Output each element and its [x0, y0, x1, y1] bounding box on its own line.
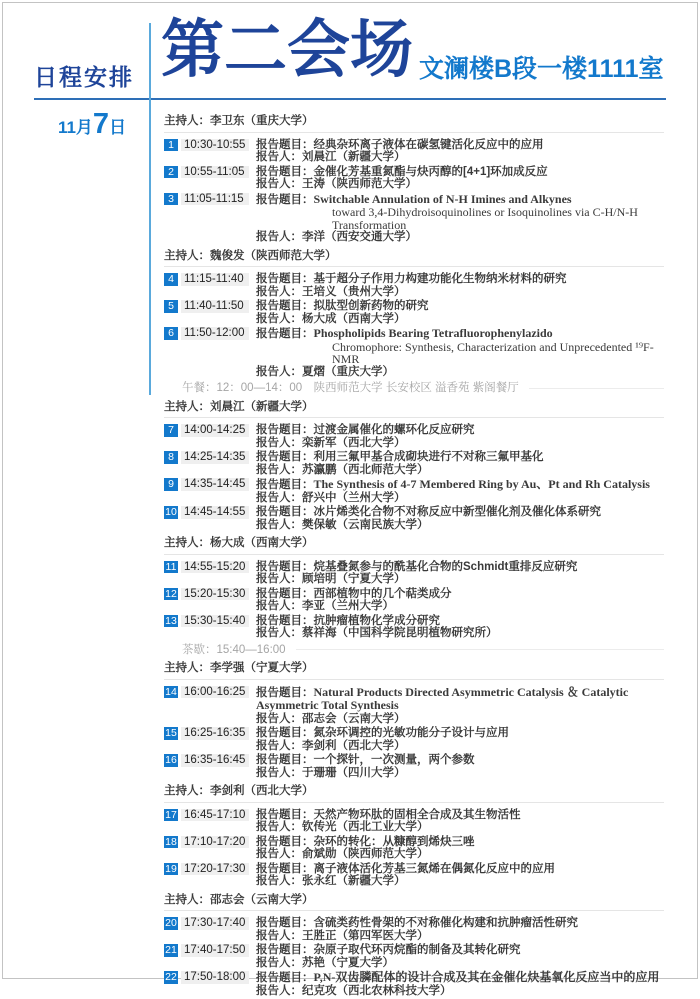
speaker-label: 报告人：: [256, 178, 302, 190]
speaker-text: 邵志会（云南大学）: [302, 712, 406, 725]
speaker-text: 李剑利（西北大学）: [302, 739, 406, 752]
item-time: 16:45-17:10: [181, 809, 249, 822]
item-time: 15:30-15:40: [181, 615, 249, 628]
speaker-text: 苏艳（宁夏大学）: [302, 956, 394, 969]
item-number-badge: 1: [164, 139, 178, 152]
schedule-list: [164, 109, 664, 999]
schedule-item: [164, 193, 664, 244]
speaker-label: 报告人：: [256, 766, 302, 779]
schedule-item: [164, 727, 664, 752]
item-detail: [256, 944, 664, 969]
title-label: 报告题目：: [256, 944, 314, 956]
schedule-item: [164, 424, 664, 449]
item-time: 14:45-14:55: [181, 506, 249, 519]
date-day: 7: [92, 108, 110, 140]
item-speaker: [256, 821, 664, 834]
item-detail: [256, 917, 664, 942]
title-label: 报告题目：: [256, 808, 314, 821]
item-speaker: [256, 492, 664, 505]
title-label: 报告题目：: [256, 273, 314, 285]
speaker-label: 报告人：: [256, 627, 302, 639]
speaker-text: 俞斌勋（陕西师范大学）: [302, 848, 429, 860]
item-detail: [256, 686, 664, 726]
vertical-rule: [149, 23, 151, 395]
chair-label: 主持人：: [164, 537, 210, 549]
schedule-section: [164, 537, 664, 656]
title-text: Natural Products Directed Asymmetric Catalysis ＆ Catalytic Asymmetric Total Synthesis: [256, 684, 629, 712]
title-text: 经典杂环离子液体在碳氢键活化反应中的应用: [313, 138, 544, 151]
title-label: 报告题目：: [256, 972, 314, 984]
item-time: 14:35-14:45: [181, 478, 249, 491]
speaker-text: 苏瀛鹏（西北师范大学）: [302, 463, 429, 476]
item-title: [256, 139, 664, 152]
chair-name: 李剑利（西北大学）: [210, 785, 314, 797]
title-label: 报告题目：: [256, 165, 314, 178]
item-time: 14:25-14:35: [181, 451, 249, 464]
item-speaker: [256, 573, 664, 586]
title-label: 报告题目：: [256, 424, 314, 436]
speaker-text: 李亚（兰州大学）: [302, 600, 394, 612]
item-time: 16:25-16:35: [181, 727, 249, 740]
title-text: 抗肿瘤植物化学成分研究: [313, 614, 440, 627]
header: [161, 3, 664, 97]
schedule-item: [164, 561, 664, 586]
break-row: [164, 644, 664, 657]
venue-title: 第二会场: [161, 15, 413, 85]
schedule-item: [164, 863, 664, 888]
sidebar-title: 日程安排: [34, 64, 134, 90]
item-speaker: [256, 464, 664, 477]
title-label: 报告题目：: [256, 614, 314, 627]
item-number-badge: 8: [164, 451, 178, 464]
chair-name: 杨大成（西南大学）: [210, 537, 314, 549]
item-number-badge: 22: [165, 971, 177, 983]
item-speaker: [256, 519, 664, 532]
item-number-badge: 21: [165, 944, 177, 956]
item-time: 17:10-17:20: [181, 836, 249, 849]
schedule-item: [164, 836, 664, 861]
item-time: 16:35-16:45: [181, 754, 249, 767]
item-title: [256, 561, 664, 574]
schedule-item: [164, 327, 664, 378]
title-text: 冰片烯类化合物不对称反应中新型催化剂及催化体系研究: [313, 506, 601, 518]
item-detail: [256, 727, 664, 752]
title-text: 拟肽型创新药物的研究: [313, 300, 429, 312]
item-speaker: [256, 930, 664, 943]
item-speaker: [256, 366, 664, 379]
speaker-text: 李洋（西安交通大学）: [302, 231, 417, 243]
speaker-label: 报告人：: [256, 956, 302, 969]
item-title-continued: Chromophore: Synthesis, Characterization and Unprecedented ¹⁹F-NMR: [332, 339, 654, 366]
chair-row: [164, 401, 664, 419]
schedule-item: [164, 166, 664, 191]
title-text: The Synthesis of 4-7 Membered Ring by Au、Pt and Rh Catalysis: [313, 477, 650, 491]
item-title: [256, 686, 664, 713]
chair-row: [164, 115, 664, 133]
speaker-label: 报告人：: [256, 436, 302, 449]
item-speaker: [256, 437, 664, 450]
schedule-item: [164, 686, 664, 726]
chair-name: 刘晨江（新疆大学）: [210, 400, 314, 413]
title-text: 过渡金属催化的螺环化反应研究: [313, 424, 475, 436]
item-title: [256, 478, 664, 492]
title-label: 报告题目：: [256, 917, 314, 929]
schedule-item: [164, 809, 664, 834]
item-title: [256, 727, 664, 740]
item-speaker: [256, 231, 664, 244]
item-title: [256, 836, 664, 849]
schedule-item: [164, 451, 664, 476]
item-speaker: [256, 848, 664, 861]
item-time: 17:40-17:50: [181, 944, 249, 957]
speaker-text: 顾培明（宁夏大学）: [302, 573, 406, 585]
item-title: [256, 424, 664, 437]
item-time: 11:05-11:15: [181, 193, 249, 206]
speaker-label: 报告人：: [256, 285, 302, 298]
speaker-label: 报告人：: [256, 600, 302, 612]
item-time: 15:20-15:30: [181, 588, 249, 601]
speaker-label: 报告人：: [256, 365, 302, 378]
title-label: 报告题目：: [256, 862, 314, 875]
item-detail: [256, 506, 664, 531]
speaker-text: 杨大成（西南大学）: [302, 312, 406, 325]
title-text: 金催化芳基重氮酯与炔丙醇的[4+1]环加成反应: [313, 165, 548, 178]
item-speaker: [256, 627, 664, 640]
item-time: 11:40-11:50: [181, 300, 249, 313]
item-title: [256, 327, 664, 341]
item-number-badge: 15: [165, 727, 177, 739]
title-text: 利用三氟甲基合成砌块进行不对称三氟甲基化: [313, 451, 544, 463]
schedule-section: [164, 785, 664, 888]
date-unit: 日: [109, 118, 127, 137]
chair-name: 魏俊发（陕西师范大学）: [210, 249, 337, 262]
title-label: 报告题目：: [256, 451, 314, 463]
item-title: [256, 451, 664, 464]
item-title: [256, 809, 664, 822]
schedule-item: [164, 615, 664, 640]
item-speaker: [256, 600, 664, 613]
item-title: [256, 166, 664, 179]
item-number-badge: 20: [165, 917, 177, 929]
item-title: [256, 273, 664, 286]
item-number-badge: 4: [164, 273, 178, 286]
schedule-item: [164, 944, 664, 969]
title-text: Phospholipids Bearing Tetrafluorophenylazido: [313, 326, 553, 340]
item-speaker: [256, 740, 664, 753]
item-number-badge: 18: [165, 835, 177, 848]
speaker-text: 纪克攻（西北农林科技大学）: [302, 984, 452, 997]
section-items: [164, 917, 664, 997]
item-speaker: [256, 151, 664, 164]
schedule-item: [164, 588, 664, 613]
title-text: Switchable Annulation of N-H Imines and Alkynes: [313, 191, 572, 206]
title-text: 基于超分子作用力构建功能化生物纳米材料的研究: [313, 273, 567, 285]
chair-row: [164, 250, 664, 268]
title-label: 报告题目：: [256, 560, 314, 573]
item-number-badge: 13: [165, 614, 177, 627]
speaker-text: 蔡祥海（中国科学院昆明植物研究所）: [302, 627, 498, 639]
date-month: 11月: [57, 118, 93, 137]
item-speaker: [256, 957, 664, 970]
chair-label: 主持人：: [164, 115, 210, 127]
item-title: [256, 506, 664, 519]
item-number-badge: 6: [164, 327, 178, 340]
header-rule: [34, 98, 666, 100]
speaker-text: 刘晨江（新疆大学）: [302, 151, 406, 163]
item-time: 17:20-17:30: [181, 863, 249, 876]
schedule-page: [2, 2, 698, 997]
chair-row: [164, 785, 664, 803]
item-time: 17:30-17:40: [181, 917, 249, 930]
item-time: 14:00-14:25: [181, 424, 249, 437]
speaker-label: 报告人：: [256, 151, 302, 163]
schedule-section: [164, 115, 664, 244]
title-text: 杂环的转化：从糠醇到烯炔三唑: [313, 835, 475, 848]
venue-location: 文澜楼B段一楼1111室: [419, 55, 664, 83]
item-detail: [256, 166, 664, 191]
item-detail: [256, 478, 664, 504]
speaker-label: 报告人：: [256, 491, 302, 504]
section-items: [164, 809, 664, 888]
title-label: 报告题目：: [256, 328, 314, 340]
speaker-text: 王胜正（第四军医大学）: [302, 929, 429, 942]
schedule-section: [164, 894, 664, 998]
schedule-item: [164, 478, 664, 504]
speaker-label: 报告人：: [256, 739, 302, 752]
item-number-badge: 9: [164, 478, 178, 491]
title-text: 含硫类药性骨架的不对称催化构建和抗肿瘤活性研究: [313, 917, 578, 929]
schedule-item: [164, 139, 664, 164]
item-number-badge: 5: [164, 300, 178, 313]
speaker-label: 报告人：: [256, 231, 302, 243]
item-detail: [256, 561, 664, 586]
item-time: 17:50-18:00: [181, 971, 249, 984]
item-detail: [256, 300, 664, 325]
schedule-section: [164, 401, 664, 532]
title-text: 氮杂环调控的光敏功能分子设计与应用: [313, 727, 509, 739]
item-number-badge: 3: [164, 193, 178, 206]
item-number-badge: 10: [165, 506, 177, 518]
item-title-continued: toward 3,4-Dihydroisoquinolines or Isoquinolines via C-H/N-H Transformation: [332, 205, 638, 232]
item-detail: [256, 971, 664, 997]
item-number-badge: 19: [165, 862, 177, 875]
item-detail: [256, 139, 664, 164]
item-speaker: [256, 286, 664, 299]
item-time: 10:30-10:55: [181, 139, 249, 152]
item-speaker: [256, 178, 664, 191]
item-number-badge: 12: [165, 587, 177, 600]
item-detail: [256, 754, 664, 779]
speaker-label: 报告人：: [256, 518, 302, 531]
speaker-text: 王培义（贵州大学）: [302, 285, 406, 298]
item-title: [256, 588, 664, 601]
item-title: [256, 944, 664, 957]
speaker-label: 报告人：: [256, 573, 302, 585]
speaker-text: 樊保敏（云南民族大学）: [302, 518, 429, 531]
title-label: 报告题目：: [256, 587, 314, 600]
speaker-label: 报告人：: [256, 848, 302, 860]
title-label: 报告题目：: [256, 835, 314, 848]
speaker-label: 报告人：: [256, 984, 302, 997]
chair-label: 主持人：: [164, 400, 210, 413]
schedule-item: [164, 754, 664, 779]
title-text: 天然产物环肽的固相全合成及其生物活性: [313, 808, 521, 821]
item-number-badge: 7: [164, 424, 178, 437]
item-number-badge: 2: [164, 166, 178, 179]
chair-row: [164, 662, 664, 680]
item-title: [256, 863, 664, 876]
item-time: 16:00-16:25: [181, 686, 249, 699]
item-title: [256, 300, 664, 313]
item-detail: [256, 193, 664, 244]
schedule-section: [164, 662, 664, 779]
section-items: [164, 561, 664, 640]
speaker-label: 报告人：: [256, 929, 302, 942]
speaker-text: 栾新军（西北大学）: [302, 436, 406, 449]
speaker-text: 钦传光（西北工业大学）: [302, 821, 429, 833]
speaker-text: 张永红（新疆大学）: [302, 875, 406, 887]
chair-row: [164, 894, 664, 912]
title-label: 报告题目：: [256, 754, 314, 766]
schedule-item: [164, 506, 664, 531]
speaker-label: 报告人：: [256, 821, 302, 833]
chair-label: 主持人：: [164, 893, 210, 906]
chair-label: 主持人：: [164, 249, 210, 262]
item-speaker: [256, 313, 664, 326]
item-speaker: [256, 713, 664, 726]
item-detail: [256, 273, 664, 298]
title-label: 报告题目：: [256, 506, 314, 518]
item-time: 10:55-11:05: [181, 166, 249, 179]
item-detail: [256, 451, 664, 476]
schedule-item: [164, 971, 664, 997]
schedule-item: [164, 300, 664, 325]
title-label: 报告题目：: [256, 479, 314, 491]
item-speaker: [256, 767, 664, 780]
item-detail: [256, 863, 664, 888]
item-title: [256, 193, 664, 207]
break-text: 茶歇：15:40—16:00: [182, 643, 286, 656]
item-title: [256, 971, 664, 985]
item-speaker: [256, 985, 664, 998]
title-text: 烷基叠氮参与的酰基化合物的Schmidt重排反应研究: [313, 560, 578, 573]
speaker-text: 于珊珊（四川大学）: [302, 766, 406, 779]
section-items: [164, 424, 664, 531]
title-text: P,N-双齿膦配体的设计合成及其在金催化炔基氧化反应当中的应用: [313, 970, 660, 984]
chair-name: 邵志会（云南大学）: [210, 893, 314, 906]
title-text: 一个探针，一次测量，两个参数: [313, 754, 475, 766]
item-time: 11:50-12:00: [181, 327, 249, 340]
speaker-text: 夏熠（重庆大学）: [302, 365, 394, 378]
section-items: [164, 273, 664, 378]
item-detail: [256, 836, 664, 861]
speaker-label: 报告人：: [256, 463, 302, 476]
item-detail: [256, 424, 664, 449]
item-number-badge: 14: [165, 685, 177, 698]
title-label: 报告题目：: [256, 727, 314, 739]
speaker-label: 报告人：: [256, 875, 302, 887]
break-text: 午餐：12：00—14：00 陕西师范大学 长安校区 溢香苑 紫阁餐厅: [182, 382, 519, 394]
title-label: 报告题目：: [256, 686, 314, 699]
item-number-badge: 17: [165, 808, 177, 821]
item-number-badge: 16: [165, 754, 177, 766]
item-detail: [256, 809, 664, 834]
item-title: [256, 917, 664, 930]
title-text: 离子液体活化芳基三氮烯在偶氮化反应中的应用: [313, 862, 555, 875]
schedule-item: [164, 917, 664, 942]
item-time: 14:55-15:20: [181, 561, 249, 574]
speaker-label: 报告人：: [256, 312, 302, 325]
speaker-text: 舒兴中（兰州大学）: [302, 491, 406, 504]
schedule-item: [164, 273, 664, 298]
item-detail: [256, 327, 664, 378]
item-title: [256, 754, 664, 767]
schedule-section: [164, 250, 664, 395]
title-label: 报告题目：: [256, 138, 314, 151]
speaker-label: 报告人：: [256, 712, 302, 725]
chair-label: 主持人：: [164, 662, 210, 674]
speaker-text: 王涛（陕西师范大学）: [302, 178, 417, 190]
item-detail: [256, 588, 664, 613]
section-items: [164, 139, 664, 244]
item-time: 11:15-11:40: [181, 273, 249, 286]
break-rule: [296, 649, 664, 650]
title-text: 杂原子取代环丙烷酯的制备及其转化研究: [313, 944, 521, 956]
chair-name: 李学强（宁夏大学）: [210, 662, 314, 674]
item-number-badge: 11: [165, 560, 177, 573]
item-detail: [256, 615, 664, 640]
item-speaker: [256, 875, 664, 888]
section-items: [164, 686, 664, 780]
title-label: 报告题目：: [256, 193, 314, 206]
chair-label: 主持人：: [164, 785, 210, 797]
session-date: [34, 107, 150, 145]
chair-name: 李卫东（重庆大学）: [210, 115, 314, 127]
break-row: [164, 382, 664, 395]
title-label: 报告题目：: [256, 300, 314, 312]
break-rule: [529, 388, 664, 389]
item-title: [256, 615, 664, 628]
title-text: 西部植物中的几个萜类成分: [313, 587, 452, 600]
chair-row: [164, 537, 664, 555]
